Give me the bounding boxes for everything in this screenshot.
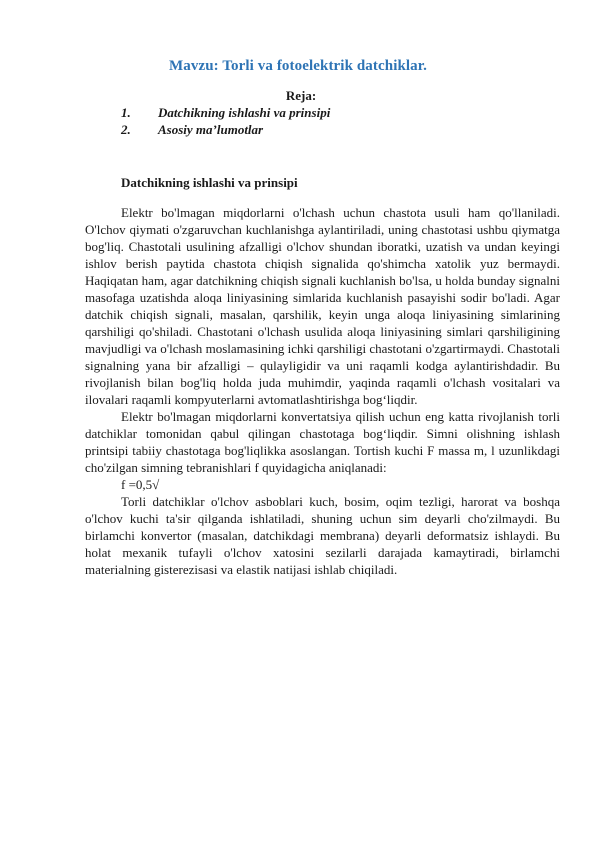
section-heading: Datchikning ishlashi va prinsipi	[121, 175, 298, 190]
plan-item	[121, 104, 330, 121]
paragraph: Torli datchiklar o'lchov asboblari kuch, bosim, oqim tezligi, harorat va boshqa o'lchov kuchi ta'sir qilganda ishlatiladi, shuning uchun sim deyarli cho'zilmaydi. Bu birlamchi konvertor (masalan, datchikdagi membrana) deyarli deformatsiz ishlaydi. Bu holat mexanik tufayli o'lchov xatosini sezilarli darajada kamaytiradi, birlamchi materialning gisterezisasi va elastik natijasi ishlab chiqiladi.	[85, 494, 560, 577]
plan-item-text: Datchikning ishlashi va prinsipi	[158, 105, 331, 120]
plan-item-number: 1.	[121, 105, 131, 120]
paragraph: Elektr bo'lmagan miqdorlarni konvertatsiya qilish uchun eng katta rivojlanish torli datchiklar tomonidan qabul qilingan chastotaga bog‘liqdir. Simni olishning ishlash printsipi tabiiy chastotaga bog'liqlikka asoslangan. Tortish kuchi F massa m, l uzunlikdagi cho'zilgan simning tebranishlari f quyidagicha aniqlanadi:	[85, 409, 560, 475]
document-title: Mavzu: Torli va fotoelektrik datchiklar.	[168, 58, 428, 74]
body-text	[85, 204, 560, 578]
paragraph: Elektr bo'lmagan miqdorlarni o'lchash uchun chastota usuli ham qo'llaniladi. O'lchov qiymati o'zgaruvchan kuchlanishga aylantiriladi, uning chastotasi ushbu qiymatga bog'liq. Chastotali usulining afzalligi o'lchov shundan iboratki, uzatish va undan keyingi ishlov berish paytida chastota chiqish signalida qo'shimcha xatolik yuz bermaydi. Haqiqatan ham, agar datchikning chiqish signali kuchlanish bo'lsa, u holda bunday signalni masofaga uzatishda aloqa liniyasining simlarida kuchlanish pasayishi sodir bo'ladi. Agar datchik chiqish signali, masalan, qarshilik, keyin unga aloqa liniyasining simlarining qarshiligi qo'shiladi. Chastotani o'lchash usulida aloqa liniyasining simlari qarshiligining mavjudligi va o'lchash moslamasining ichki qarshiligi chastotani o'zgartirmaydi. Chastotali signalning yana bir afzalligi – qulayligidir va uni raqamli kodga aylantirishdadir. Bu rivojlanish bilan bog'liq holda juda muhimdir, yaqinda raqamli o'lchash vositalari va ilovalari raqamli kompyuterlarni avtomatlashtirishga bog‘liqdir.	[85, 205, 560, 407]
plan-list	[121, 104, 330, 138]
plan-item	[121, 121, 330, 138]
plan-item-text: Asosiy ma’lumotlar	[158, 122, 264, 137]
formula-line: f =0,5√	[121, 477, 160, 492]
plan-label: Reja:	[285, 88, 317, 103]
plan-item-number: 2.	[121, 122, 131, 137]
